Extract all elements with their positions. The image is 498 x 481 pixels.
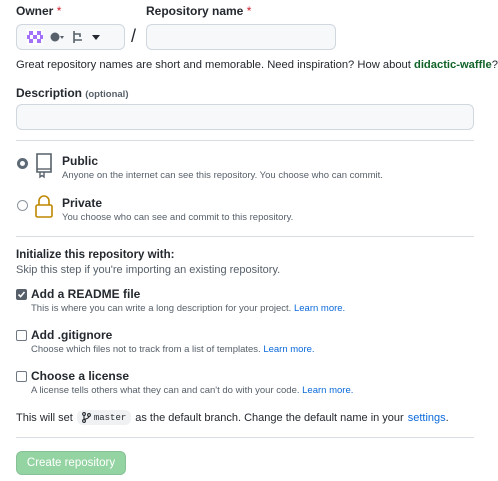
visibility-public-radio[interactable] — [17, 158, 28, 169]
readme-desc: This is where you can write a long description for your project. Learn more. — [31, 303, 346, 314]
visibility-private-option[interactable] — [16, 194, 474, 228]
name-suggestion-link[interactable]: didactic-waffle — [413, 59, 492, 71]
repo-name-input[interactable] — [146, 24, 336, 50]
gitignore-desc: Choose which files not to track from a list of templates. Learn more. — [31, 344, 315, 355]
gitignore-learn-more-link[interactable]: Learn more. — [263, 344, 315, 355]
visibility-public-desc: Anyone on the internet can see this repository. You choose who can commit. — [62, 170, 383, 181]
default-branch-note: This will set master as the default branch. Change the default name in your settings . — [16, 411, 449, 424]
license-desc: A license tells others what they can and can't do with your code. Learn more. — [31, 385, 354, 396]
init-subheading: Skip this step if you're importing an existing repository. — [16, 264, 281, 276]
visibility-private-title: Private — [62, 196, 103, 210]
license-title: Choose a license — [31, 369, 130, 383]
divider — [16, 140, 474, 141]
visibility-private-desc: You choose who can see and commit to this repository. — [62, 212, 294, 223]
divider — [16, 437, 474, 438]
settings-link[interactable]: settings — [407, 411, 446, 424]
divider — [16, 236, 474, 237]
repo-name-label: Repository name * — [146, 4, 252, 18]
description-label: Description (optional) — [16, 86, 129, 100]
repo-public-icon — [33, 152, 55, 178]
create-repository-button[interactable]: Create repository — [16, 451, 126, 475]
readme-learn-more-link[interactable]: Learn more. — [293, 303, 346, 314]
git-branch-icon — [82, 412, 91, 423]
init-license-option[interactable] — [16, 369, 474, 401]
description-input[interactable] — [16, 104, 474, 130]
init-gitignore-option[interactable] — [16, 328, 474, 360]
repo-name-hint: Great repository names are short and memorable. Need inspiration? How about didactic-waffle? — [16, 59, 498, 71]
license-learn-more-link[interactable]: Learn more. — [302, 385, 354, 396]
readme-checkbox[interactable] — [16, 289, 27, 300]
gitignore-checkbox[interactable] — [16, 330, 27, 341]
init-heading: Initialize this repository with: — [16, 249, 175, 261]
init-readme-option[interactable] — [16, 287, 474, 319]
branch-pill: master — [77, 410, 131, 425]
owner-avatar-icon — [27, 29, 43, 45]
lock-icon — [33, 194, 55, 220]
owner-branch-icon — [71, 30, 85, 44]
owner-dropdown[interactable] — [16, 24, 125, 50]
visibility-public-option[interactable] — [16, 152, 474, 186]
check-icon — [17, 290, 26, 299]
owner-indicator-icon — [49, 31, 65, 43]
visibility-public-title: Public — [62, 154, 99, 168]
owner-label: Owner * — [16, 4, 62, 18]
chevron-down-icon — [91, 32, 101, 42]
readme-title: Add a README file — [31, 287, 141, 301]
license-checkbox[interactable] — [16, 371, 27, 382]
owner-repo-separator: / — [131, 26, 137, 46]
visibility-private-radio[interactable] — [17, 200, 28, 211]
gitignore-title: Add .gitignore — [31, 328, 113, 342]
